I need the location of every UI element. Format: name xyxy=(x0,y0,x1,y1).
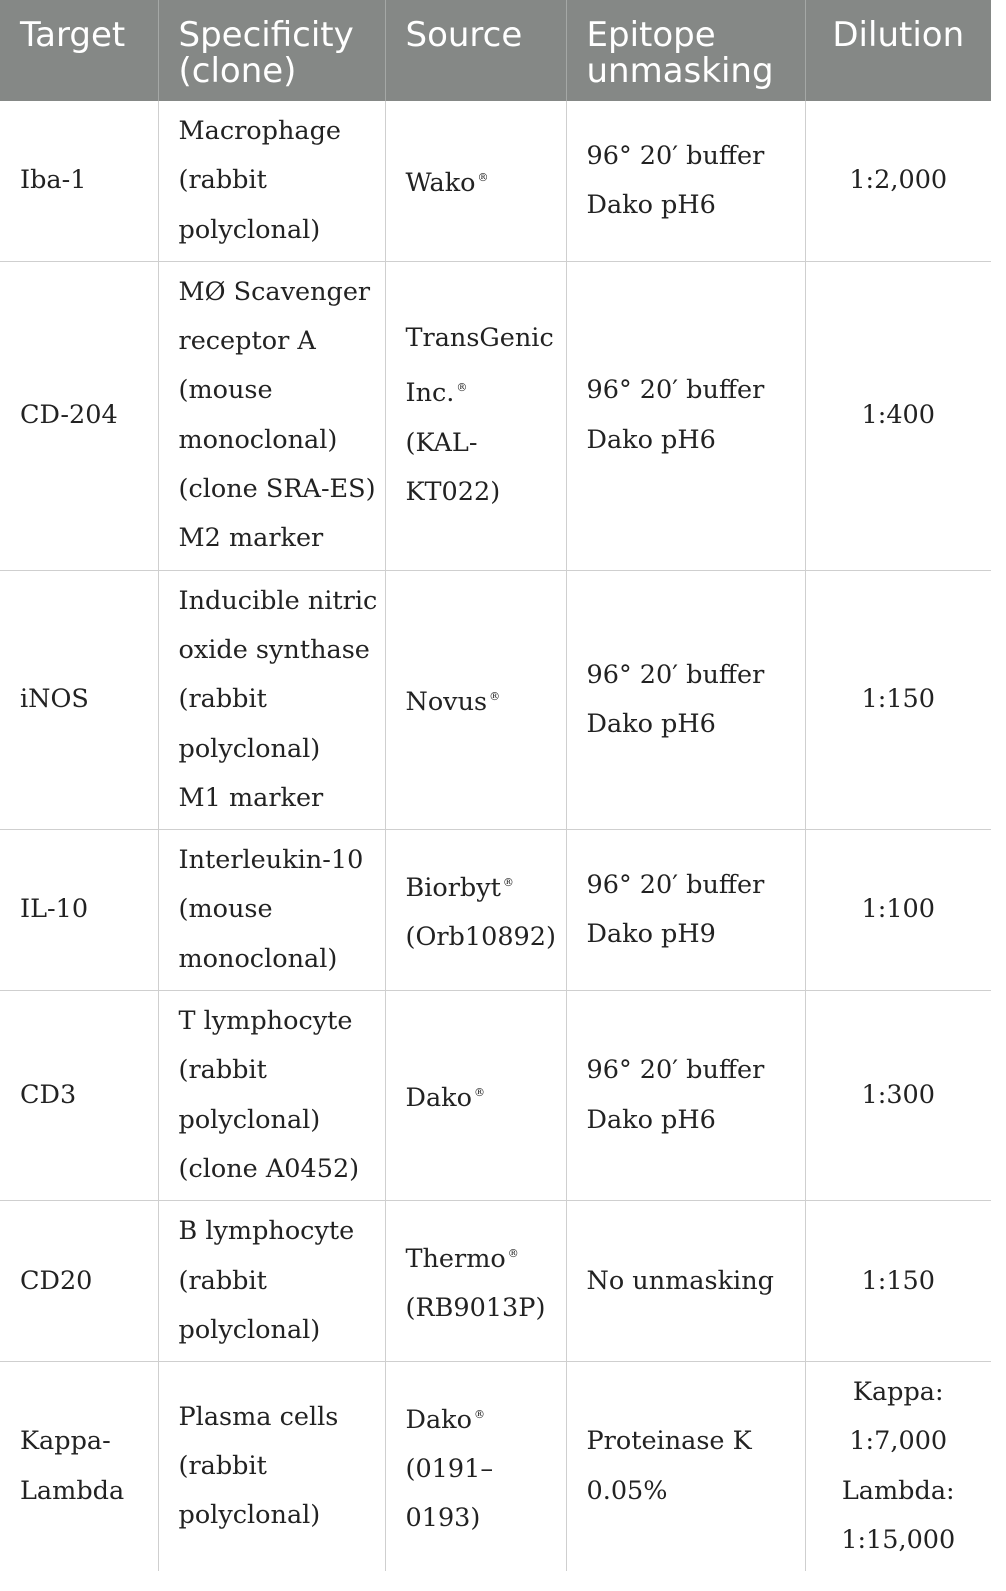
cell-target-line xyxy=(20,1071,138,1120)
cell-specificity-line xyxy=(179,514,365,563)
header-dilution-label: Dilution xyxy=(832,15,965,55)
cell-source-text: Wako xyxy=(405,168,476,199)
cell-specificity-line xyxy=(179,836,365,885)
cell-source-text: TransGenic xyxy=(405,323,554,354)
cell-dilution-text: Kappa: xyxy=(852,1377,944,1408)
registered-mark: ® xyxy=(507,1246,519,1260)
cell-target xyxy=(0,1201,158,1362)
registered-mark: ® xyxy=(456,381,468,395)
cell-specificity-line xyxy=(178,626,370,675)
cell-specificity-line xyxy=(179,1145,365,1194)
cell-unmasking-line xyxy=(587,1096,785,1145)
cell-source xyxy=(385,261,566,570)
cell-specificity-text: polyclonal) xyxy=(178,1314,321,1345)
cell-unmasking-line xyxy=(587,1257,785,1306)
cell-dilution-text: 1:300 xyxy=(861,1079,935,1110)
cell-specificity-text: Plasma cells xyxy=(178,1401,339,1432)
cell-specificity-line xyxy=(179,1096,365,1145)
cell-unmasking-text: Dako pH6 xyxy=(586,424,716,455)
cell-specificity-text: monoclonal) xyxy=(178,943,338,974)
cell-source-text: 0193) xyxy=(405,1503,481,1534)
cell-unmasking-line xyxy=(587,861,785,910)
cell-specificity-text: (rabbit xyxy=(178,165,267,196)
cell-target xyxy=(0,991,158,1201)
cell-specificity-line xyxy=(179,675,365,724)
cell-unmasking-text: No unmasking xyxy=(586,1265,774,1296)
cell-target-line xyxy=(20,885,138,934)
cell-dilution-line xyxy=(826,1368,972,1417)
cell-specificity-text: Interleukin-10 xyxy=(178,845,364,876)
cell-specificity-line xyxy=(179,366,365,415)
cell-specificity-text: polyclonal) xyxy=(178,1104,321,1135)
cell-target xyxy=(0,830,158,991)
cell-specificity-line xyxy=(179,156,365,205)
cell-target-text: iNOS xyxy=(20,684,89,715)
cell-specificity-text: (rabbit xyxy=(178,1055,267,1086)
header-specificity-label: (clone) xyxy=(178,51,297,91)
cell-specificity-line xyxy=(179,774,365,823)
header-target-label: Target xyxy=(20,15,126,55)
registered-mark: ® xyxy=(473,1085,485,1099)
cell-specificity-text: (mouse xyxy=(178,894,273,925)
cell-specificity xyxy=(158,1362,385,1572)
cell-target-line xyxy=(20,675,138,724)
table-row xyxy=(0,830,991,991)
cell-specificity-line xyxy=(178,465,376,514)
table-row xyxy=(0,1362,991,1572)
table-row xyxy=(0,261,991,570)
cell-specificity-line xyxy=(179,997,365,1046)
cell-unmasking-text: 0.05% xyxy=(586,1475,668,1506)
cell-source-text: (Orb10892) xyxy=(405,922,556,953)
cell-source-line xyxy=(405,314,554,363)
cell-unmasking-line xyxy=(587,132,785,181)
header-specificity-label: Specificity xyxy=(178,15,354,55)
cell-source xyxy=(385,1362,566,1572)
table-row xyxy=(0,570,991,829)
cell-specificity-text: (clone SRA-ES) xyxy=(178,474,376,505)
cell-source-text: (RB9013P) xyxy=(405,1293,546,1324)
cell-specificity-text: (rabbit xyxy=(178,1265,267,1296)
cell-specificity-line xyxy=(179,107,365,156)
cell-unmasking-text: 96° 20′ buffer xyxy=(586,375,765,406)
cell-specificity-text: Inducible nitric xyxy=(178,585,378,616)
cell-source-line xyxy=(406,419,546,468)
cell-source-text: Dako xyxy=(405,1404,472,1435)
cell-target-text: Lambda xyxy=(20,1475,125,1506)
cell-specificity-text: M1 marker xyxy=(178,782,324,813)
cell-target-line xyxy=(20,1467,138,1516)
cell-dilution xyxy=(805,1201,991,1362)
cell-specificity-line xyxy=(179,1306,365,1355)
table-row xyxy=(0,1201,991,1362)
cell-target-text: IL-10 xyxy=(20,894,89,925)
cell-unmasking-text: Proteinase K xyxy=(586,1426,752,1457)
table-row xyxy=(0,991,991,1201)
cell-dilution-text: 1:15,000 xyxy=(841,1525,956,1556)
cell-specificity-line xyxy=(179,885,365,934)
header-unmasking-label: Epitope xyxy=(586,15,716,55)
cell-dilution-text: Lambda: xyxy=(841,1475,955,1506)
cell-unmasking-text: 96° 20′ buffer xyxy=(586,869,765,900)
header-row xyxy=(0,0,991,101)
cell-specificity-text: receptor A xyxy=(178,326,316,357)
cell-specificity-line xyxy=(179,206,365,255)
cell-specificity-line xyxy=(178,268,371,317)
table-body xyxy=(0,101,991,1571)
cell-dilution xyxy=(805,261,991,570)
cell-dilution-line xyxy=(826,1071,972,1120)
registered-mark: ® xyxy=(473,1407,485,1421)
cell-unmasking-text: Dako pH6 xyxy=(586,189,716,220)
cell-dilution xyxy=(805,830,991,991)
cell-source-line xyxy=(406,1390,546,1445)
cell-source-text: Thermo xyxy=(405,1243,506,1274)
cell-specificity-text: M2 marker xyxy=(178,523,324,554)
cell-source-line xyxy=(405,913,556,962)
cell-specificity-line xyxy=(179,1491,365,1540)
cell-source-text: Inc. xyxy=(405,378,455,409)
cell-specificity-text: (clone A0452) xyxy=(178,1153,360,1184)
cell-dilution-text: 1:2,000 xyxy=(849,165,948,196)
cell-unmasking-line xyxy=(587,1417,785,1466)
cell-target-line xyxy=(20,391,138,440)
cell-unmasking-line xyxy=(587,700,785,749)
cell-specificity xyxy=(158,101,385,261)
header-target xyxy=(0,0,158,101)
cell-specificity-text: T lymphocyte xyxy=(178,1006,353,1037)
cell-specificity-line xyxy=(179,1257,365,1306)
cell-dilution-text: 1:7,000 xyxy=(849,1426,948,1457)
cell-source-line xyxy=(406,468,546,517)
registered-mark: ® xyxy=(502,875,514,889)
cell-source-text: Biorbyt xyxy=(405,872,501,903)
cell-dilution-text: 1:100 xyxy=(861,894,935,925)
registered-mark: ® xyxy=(477,171,489,185)
cell-target xyxy=(0,101,158,261)
cell-specificity-text: MØ Scavenger xyxy=(178,276,371,307)
cell-target-line xyxy=(20,1257,138,1306)
cell-unmasking-text: 96° 20′ buffer xyxy=(586,1055,765,1086)
cell-target xyxy=(0,261,158,570)
cell-source-line xyxy=(406,1284,546,1333)
cell-specificity-line xyxy=(179,1442,365,1491)
cell-specificity xyxy=(158,991,385,1201)
cell-specificity-line xyxy=(179,935,365,984)
cell-target xyxy=(0,570,158,829)
cell-target-text: CD-204 xyxy=(20,400,118,431)
cell-specificity xyxy=(158,570,385,829)
cell-target-line xyxy=(20,156,138,205)
registered-mark: ® xyxy=(489,690,501,704)
cell-source-line xyxy=(406,1445,546,1494)
cell-specificity-text: (rabbit xyxy=(178,1451,267,1482)
cell-source-line xyxy=(406,153,546,208)
cell-unmasking xyxy=(566,830,805,991)
cell-target-text: Iba-1 xyxy=(20,165,87,196)
cell-source xyxy=(385,830,566,991)
cell-specificity-text: (mouse xyxy=(178,375,273,406)
cell-specificity-text: (rabbit xyxy=(178,684,267,715)
cell-specificity-line xyxy=(179,416,365,465)
cell-dilution-text: 1:400 xyxy=(861,400,935,431)
cell-source-text: (KAL- xyxy=(405,427,478,458)
cell-specificity-text: monoclonal) xyxy=(178,424,338,455)
cell-dilution-line xyxy=(826,1467,972,1516)
header-unmasking xyxy=(566,0,805,101)
table-header xyxy=(0,0,991,101)
cell-source-text: (0191– xyxy=(405,1454,494,1485)
cell-specificity-text: oxide synthase xyxy=(178,634,370,665)
cell-specificity-line xyxy=(179,1393,365,1442)
cell-specificity-line xyxy=(178,577,378,626)
cell-dilution xyxy=(805,991,991,1201)
cell-source-line xyxy=(406,363,546,418)
cell-dilution-line xyxy=(826,391,972,440)
cell-dilution-line xyxy=(826,1257,972,1306)
cell-source-text: Dako xyxy=(405,1082,472,1113)
cell-unmasking-text: Dako pH6 xyxy=(586,1104,716,1135)
cell-target-text: CD3 xyxy=(20,1079,77,1110)
cell-source-text: KT022) xyxy=(405,477,501,508)
cell-source-line xyxy=(406,1068,546,1123)
cell-dilution xyxy=(805,1362,991,1572)
cell-unmasking xyxy=(566,1362,805,1572)
cell-source xyxy=(385,1201,566,1362)
cell-specificity xyxy=(158,830,385,991)
cell-specificity xyxy=(158,1201,385,1362)
cell-specificity-line xyxy=(179,725,365,774)
table-row xyxy=(0,101,991,261)
cell-unmasking-text: Dako pH9 xyxy=(586,919,716,950)
cell-unmasking xyxy=(566,1201,805,1362)
cell-target xyxy=(0,1362,158,1572)
cell-unmasking-text: Dako pH6 xyxy=(586,708,716,739)
cell-specificity-line xyxy=(179,317,365,366)
cell-source xyxy=(385,570,566,829)
cell-unmasking-text: 96° 20′ buffer xyxy=(586,659,765,690)
cell-unmasking xyxy=(566,991,805,1201)
cell-unmasking xyxy=(566,261,805,570)
cell-unmasking xyxy=(566,101,805,261)
cell-dilution-line xyxy=(826,675,972,724)
cell-dilution-text: 1:150 xyxy=(861,1265,935,1296)
cell-source xyxy=(385,101,566,261)
cell-specificity-line xyxy=(179,1046,365,1095)
cell-unmasking-line xyxy=(587,651,785,700)
cell-unmasking-line xyxy=(587,416,785,465)
cell-specificity-text: polyclonal) xyxy=(178,1500,321,1531)
cell-dilution-line xyxy=(826,885,972,934)
cell-specificity-text: Macrophage xyxy=(178,116,342,146)
cell-specificity-text: B lymphocyte xyxy=(178,1216,355,1247)
cell-target-text: CD20 xyxy=(20,1265,93,1296)
cell-dilution xyxy=(805,570,991,829)
header-unmasking-label: unmasking xyxy=(586,51,774,91)
cell-specificity-text: polyclonal) xyxy=(178,733,321,764)
cell-target-line xyxy=(20,1417,138,1466)
cell-unmasking-line xyxy=(587,910,785,959)
cell-source-line xyxy=(406,1494,546,1543)
cell-dilution-line xyxy=(826,156,972,205)
cell-specificity-text: polyclonal) xyxy=(178,214,321,245)
header-dilution xyxy=(805,0,991,101)
cell-source xyxy=(385,991,566,1201)
header-source-label: Source xyxy=(405,15,523,55)
cell-specificity-line xyxy=(179,1207,365,1256)
header-specificity xyxy=(158,0,385,101)
cell-unmasking-line xyxy=(587,181,785,230)
cell-dilution-text: 1:150 xyxy=(861,684,935,715)
cell-source-text: Novus xyxy=(405,687,488,718)
cell-target-text: Kappa- xyxy=(20,1426,111,1457)
cell-unmasking-text: 96° 20′ buffer xyxy=(586,140,765,171)
cell-unmasking xyxy=(566,570,805,829)
cell-source-line xyxy=(406,672,546,727)
cell-specificity xyxy=(158,261,385,570)
cell-source-line xyxy=(406,858,546,913)
cell-unmasking-line xyxy=(587,1467,785,1516)
cell-unmasking-line xyxy=(587,366,785,415)
cell-unmasking-line xyxy=(587,1046,785,1095)
cell-dilution xyxy=(805,101,991,261)
cell-source-line xyxy=(406,1229,546,1284)
header-source xyxy=(385,0,566,101)
cell-dilution-line xyxy=(826,1516,972,1565)
cell-dilution-line xyxy=(826,1417,972,1466)
